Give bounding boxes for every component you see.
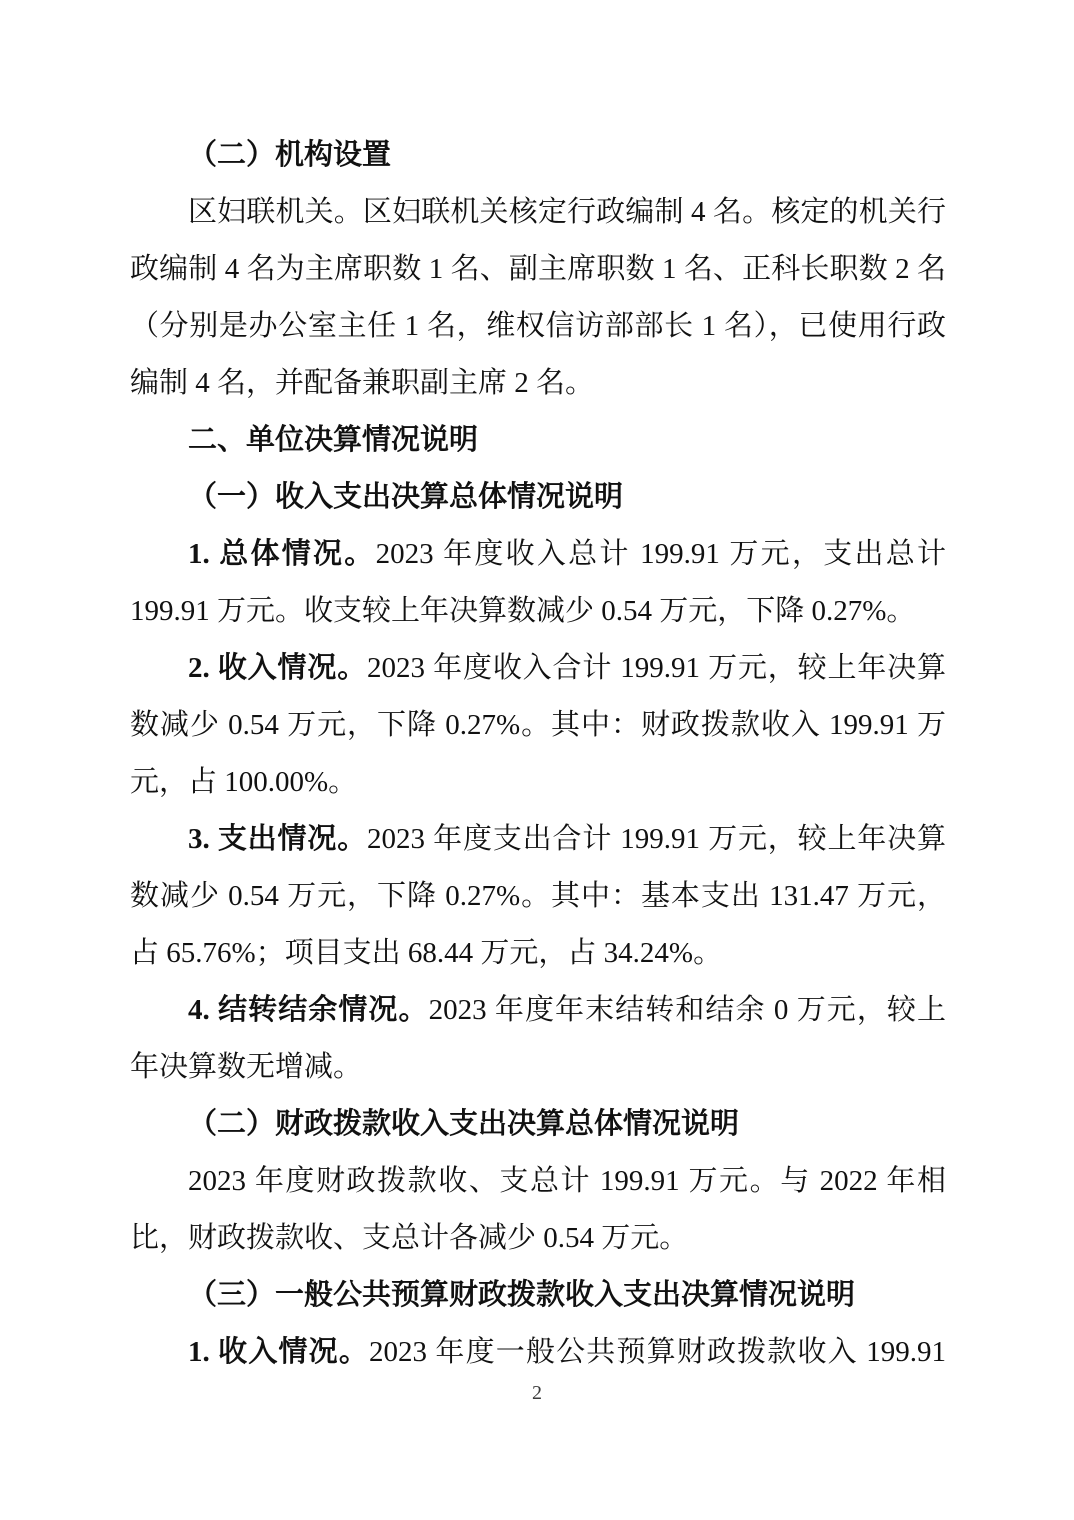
section-heading-general-public-budget: （三）一般公共预算财政拨款收入支出决算情况说明 xyxy=(188,1279,856,1311)
paragraph-general-budget-income xyxy=(130,1324,946,1381)
chapter-heading-final-accounts: 二、单位决算情况说明 xyxy=(188,424,479,456)
paragraph-lead-overall: 1. 总体情况。 xyxy=(188,538,376,570)
paragraph-fiscal-appropriation: 2023 年度财政拨款收、支总计 199.91 万元。与 2022 年相比，财政拨款收、支总计各减少 0.54 万元。 xyxy=(130,1165,946,1254)
paragraph-carryover-situation xyxy=(130,982,946,1096)
section-heading-income-expense-overview: （一）收入支出决算总体情况说明 xyxy=(188,481,624,513)
paragraph-lead-income: 2. 收入情况。 xyxy=(188,652,368,684)
paragraph-expense-situation xyxy=(130,811,946,982)
paragraph-text-expense: 2023 年度支出合计 199.91 万元，较上年决算数减少 0.54 万元，下降 0.27%。其中：基本支出 131.47 万元，占 65.76%；项目支出 68.44 万元，占 34.24%。 xyxy=(130,823,946,969)
paragraph-text-income: 2023 年度收入合计 199.91 万元，较上年决算数减少 0.54 万元，下降 0.27%。其中：财政拨款收入 199.91 万元，占 100.00%。 xyxy=(130,652,946,798)
paragraph-lead-general-budget-income: 1. 收入情况。 xyxy=(188,1336,370,1368)
paragraph-lead-carryover: 4. 结转结余情况。 xyxy=(188,994,429,1026)
paragraph-overall-situation xyxy=(130,526,946,640)
page-number: 2 xyxy=(532,1382,542,1404)
paragraph-text-general-budget-income: 2023 年度一般公共预算财政拨款收入 199.91 xyxy=(369,1336,946,1368)
paragraph-lead-expense: 3. 支出情况。 xyxy=(188,823,368,855)
paragraph-text-overall: 2023 年度收入总计 199.91 万元，支出总计 199.91 万元。收支较上年决算数减少 0.54 万元，下降 0.27%。 xyxy=(130,538,946,627)
section-heading-fiscal-appropriation-overview: （二）财政拨款收入支出决算总体情况说明 xyxy=(188,1108,740,1140)
paragraph-org-setup: 区妇联机关。区妇联机关核定行政编制 4 名。核定的机关行政编制 4 名为主席职数 1 名、副主席职数 1 名、正科长职数 2 名（分别是办公室主任 1 名，维权信访部部长 1 名），已使用行政编制 4 名，并配备兼职副主席 2 名。 xyxy=(130,196,946,399)
paragraph-income-situation xyxy=(130,640,946,811)
section-heading-org-setup: （二）机构设置 xyxy=(188,139,392,171)
document-content xyxy=(130,127,946,1381)
paragraph-text-carryover: 2023 年度年末结转和结余 0 万元，较上年决算数无增减。 xyxy=(130,994,946,1083)
